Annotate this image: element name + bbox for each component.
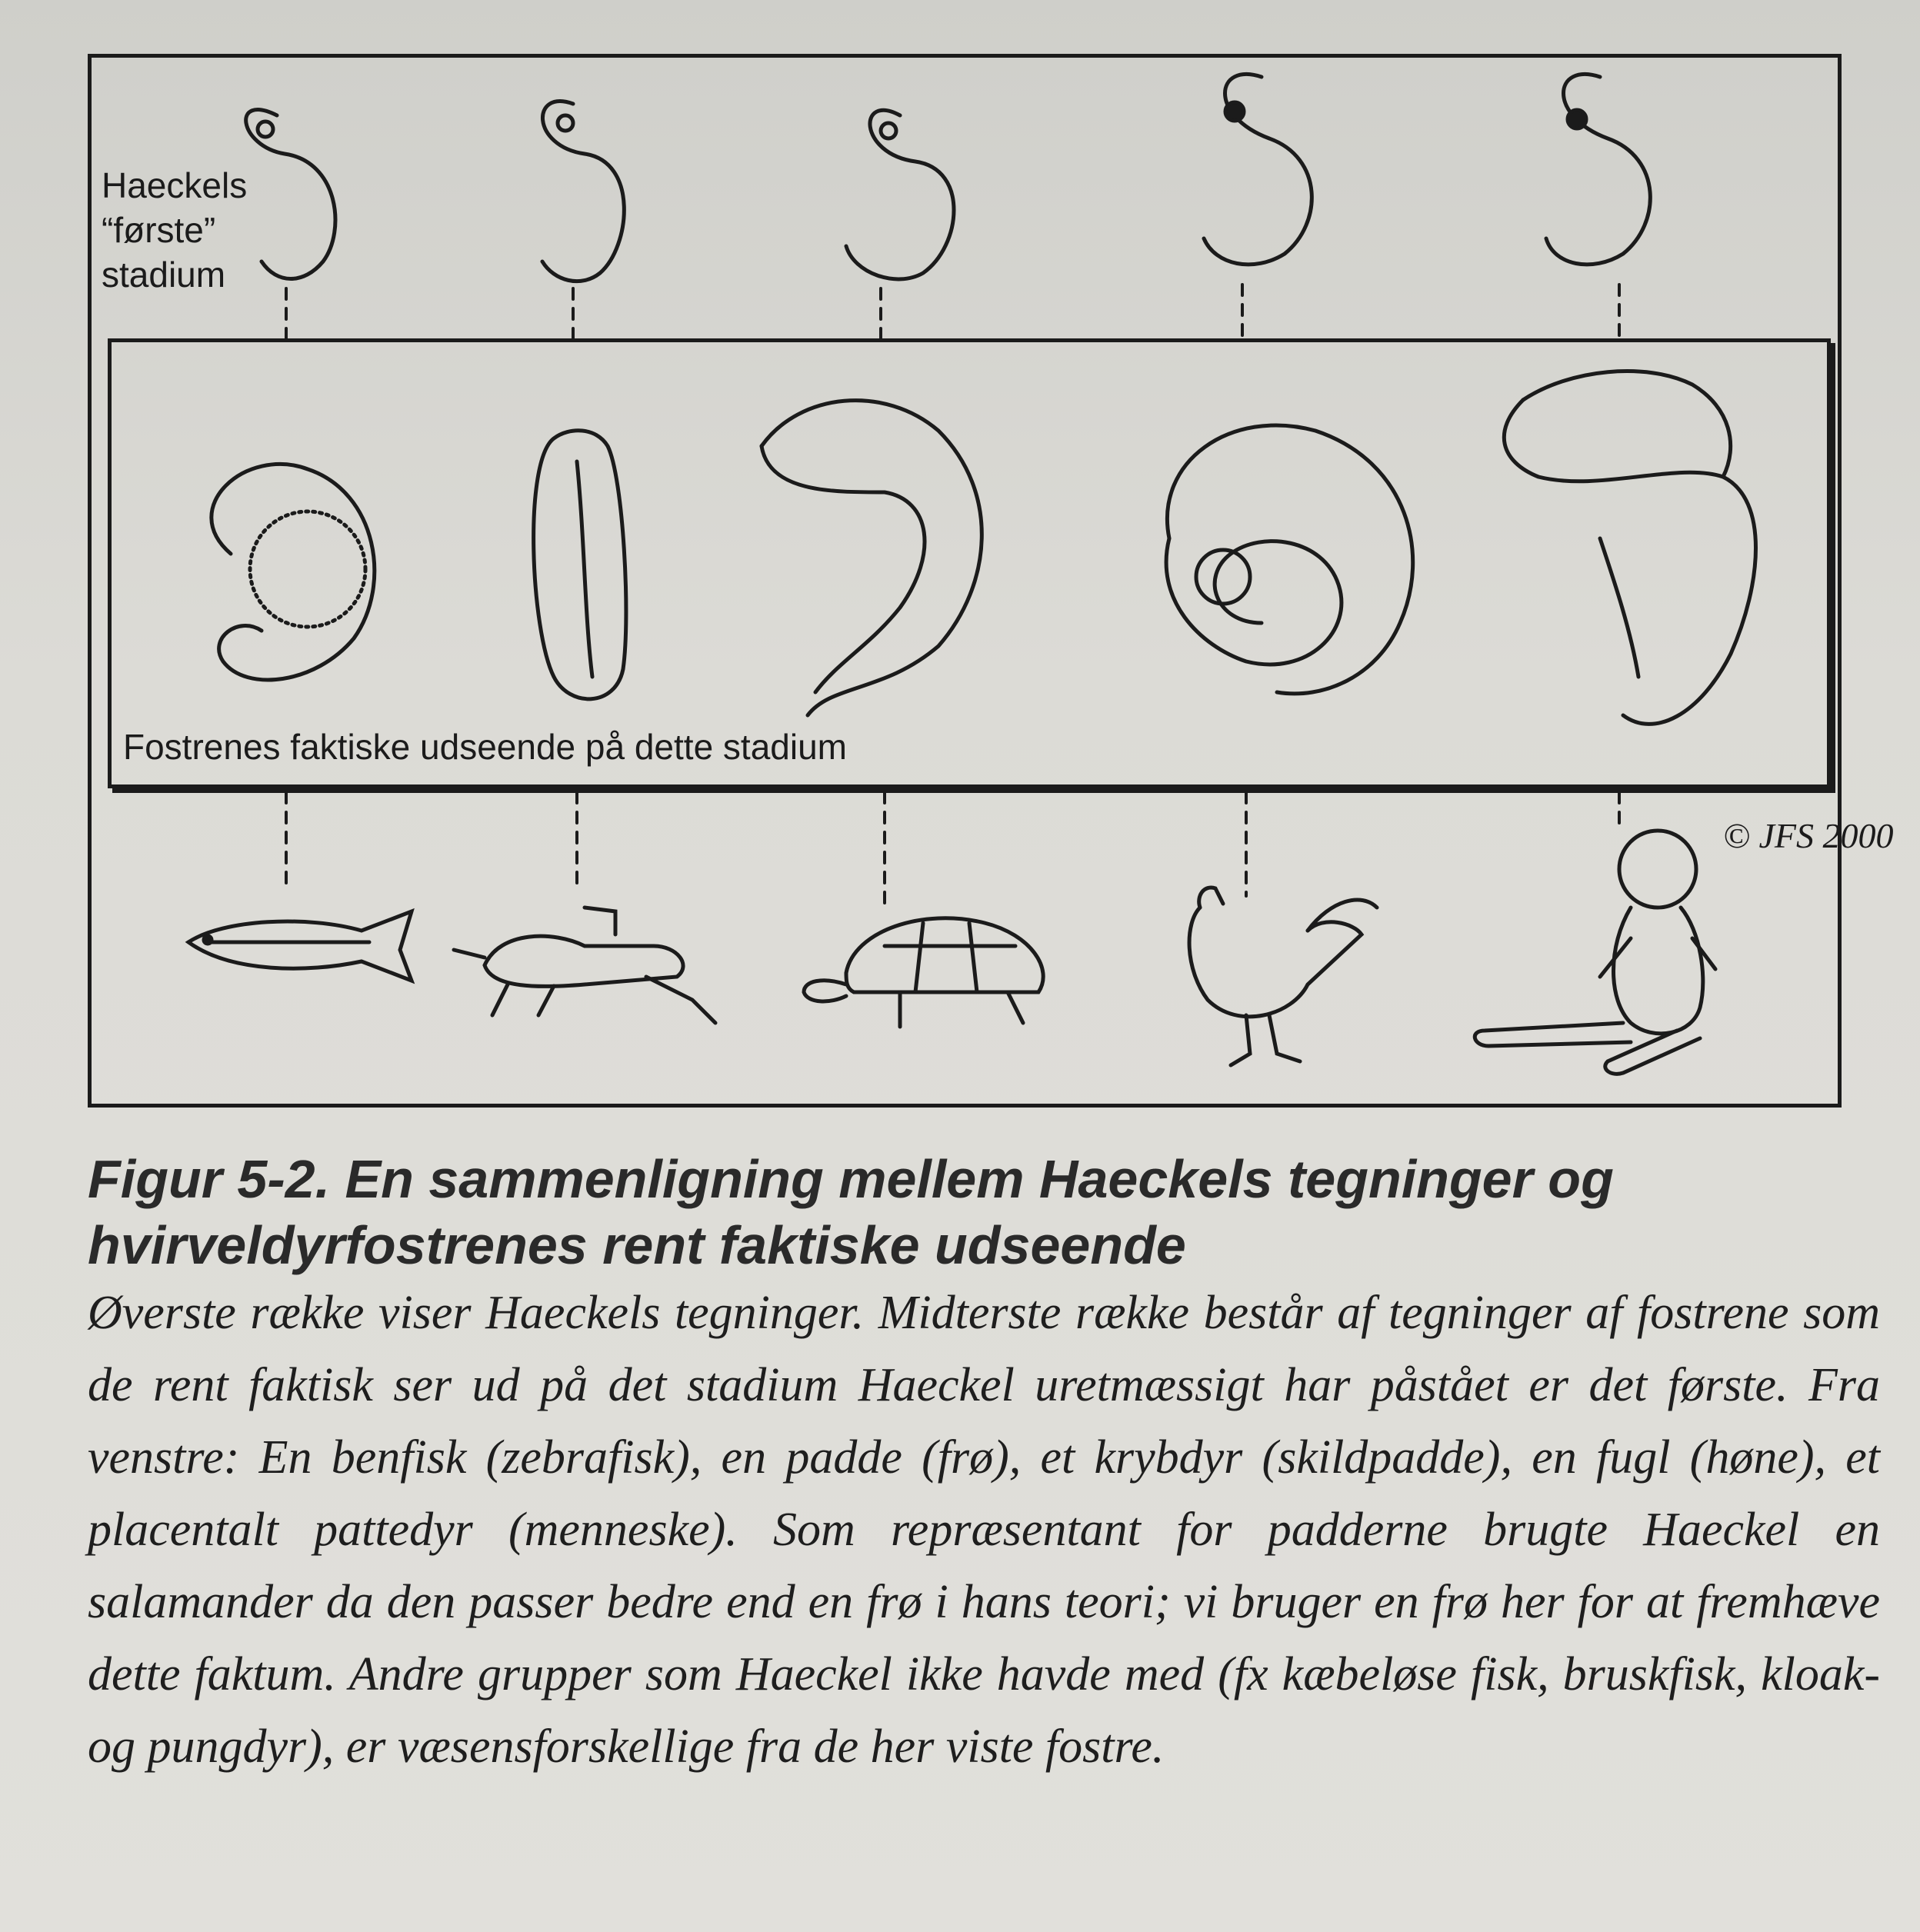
actual-embryo-turtle xyxy=(762,401,982,715)
haeckel-embryo-frog xyxy=(542,102,624,281)
haeckel-embryo-chicken xyxy=(1204,74,1312,264)
actual-appearance-label: Fostrenes faktiske udseende på dette stadium xyxy=(123,727,848,767)
copyright-signature: © JFS 2000 xyxy=(1723,816,1894,855)
zebrafish xyxy=(188,911,412,981)
actual-embryo-zebrafish xyxy=(212,464,375,680)
baby xyxy=(1475,831,1715,1074)
frog xyxy=(454,908,715,1023)
label-line: “første” xyxy=(102,210,216,250)
caption-title-line: hvirveldyrfostrenes rent faktiske udseende xyxy=(88,1215,1186,1275)
turtle xyxy=(804,918,1043,1027)
actual-embryo-chicken xyxy=(1166,425,1413,694)
haeckel-embryo-turtle xyxy=(846,110,954,279)
haeckel-embryo-human xyxy=(1546,74,1650,264)
caption-title-line: Figur 5-2. En sammenligning mellem Haeckels tegninger og xyxy=(88,1149,1614,1209)
actual-embryo-human xyxy=(1504,371,1755,724)
label-line: stadium xyxy=(102,255,226,295)
actual-embryo-frog xyxy=(534,431,626,699)
figure-caption-body: Øverste række viser Haeckels tegninger. Midterste række består af tegninger af fostrene som de rent faktisk ser ud på det stadium Haeckel uretmæssigt har påstået er det første. Fra venstre: En benfisk (zebrafisk), en padde (frø), et krybdyr (skildpadde), en fugl (høne), et placentalt pattedyr (menneske). Som repræsentant for padderne brugte Haeckel en salamander da den passer bedre end en frø i hans teori; vi bruger en frø her for at fremhæve dette faktum. Andre grupper som Haeckel ikke havde med (fx kæbeløse fisk, bruskfisk, kloak- og pungdyr), er væsensforskellige fra de her viste fostre. xyxy=(88,1287,1880,1773)
label-line: Haeckels xyxy=(102,165,248,205)
haeckel-embryo-fish xyxy=(246,110,335,279)
chicken xyxy=(1189,888,1377,1065)
figure-caption-title xyxy=(88,1146,1880,1278)
